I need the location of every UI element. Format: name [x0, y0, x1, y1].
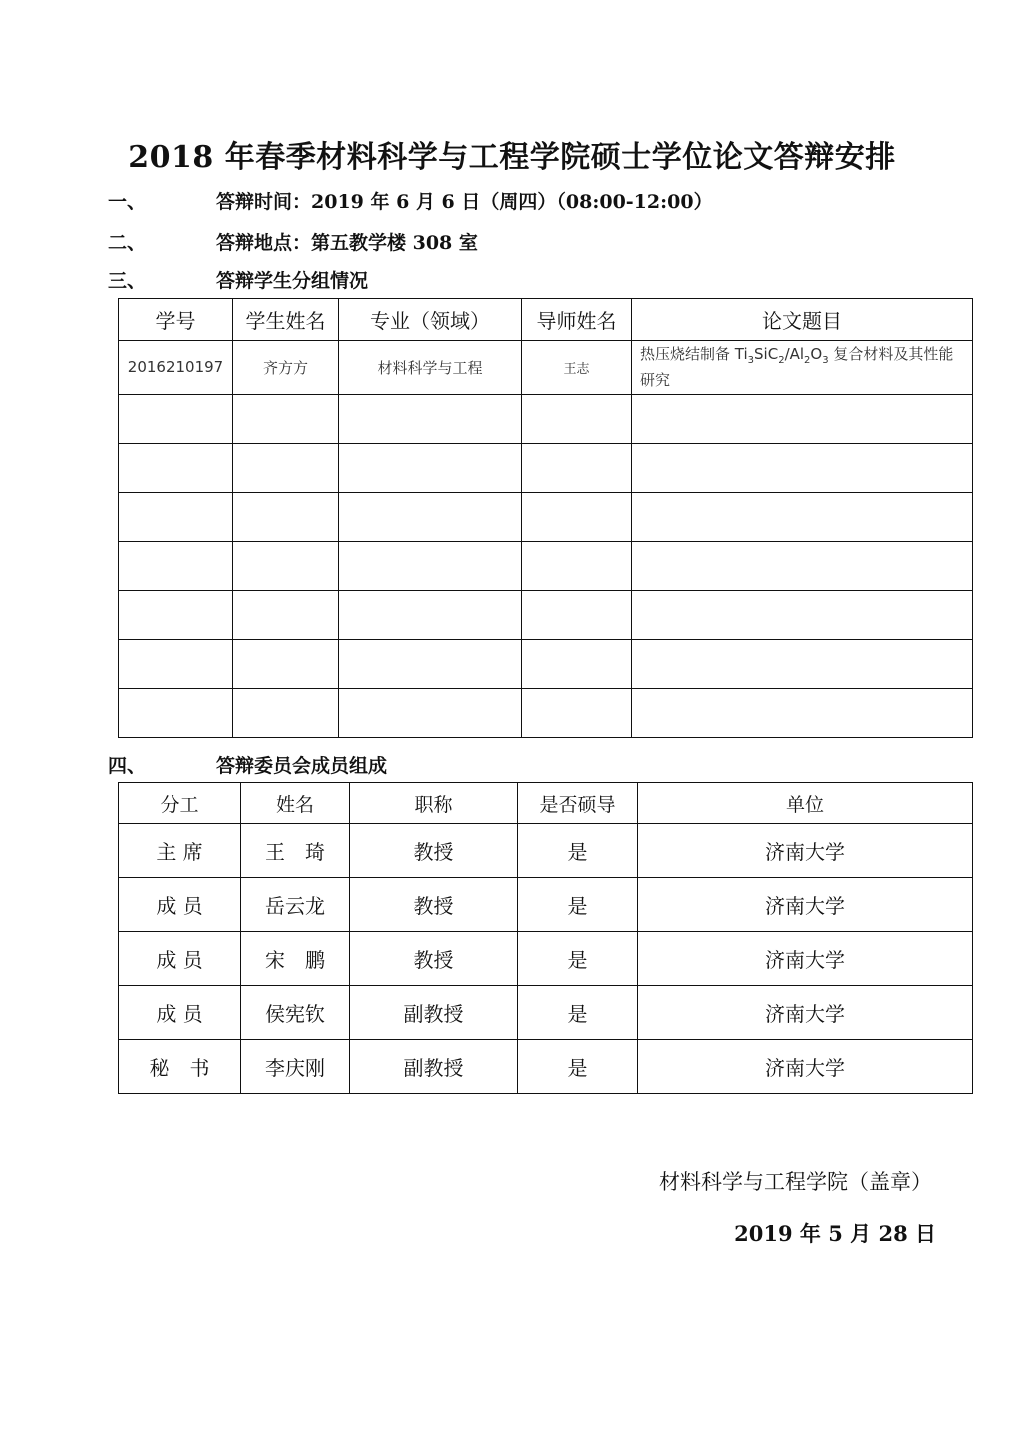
member-title: 教授	[350, 824, 518, 878]
section-number: 二、	[108, 232, 147, 254]
member-unit: 济南大学	[638, 1040, 973, 1094]
column-header: 导师姓名	[522, 299, 632, 341]
table-row-empty	[119, 590, 973, 639]
table-row	[119, 878, 973, 932]
section-students	[108, 266, 368, 293]
student-table	[118, 298, 973, 738]
column-header: 分工	[119, 783, 241, 824]
member-name: 宋 鹏	[241, 932, 350, 986]
table-row	[119, 341, 973, 395]
table-row	[119, 1040, 973, 1094]
member-name: 王 琦	[241, 824, 350, 878]
column-header: 论文题目	[632, 299, 973, 341]
committee-table	[118, 782, 973, 1094]
member-title: 副教授	[350, 986, 518, 1040]
column-header: 单位	[638, 783, 973, 824]
member-title: 教授	[350, 878, 518, 932]
member-title: 教授	[350, 932, 518, 986]
is-supervisor: 是	[518, 878, 638, 932]
role: 成 员	[119, 986, 241, 1040]
role: 成 员	[119, 878, 241, 932]
table-row	[119, 932, 973, 986]
table-row-empty	[119, 443, 973, 492]
student-major: 材料科学与工程	[339, 341, 522, 395]
section-text: 答辩地点：第五教学楼 308 室	[216, 232, 478, 254]
section-number: 一、	[108, 191, 147, 213]
section-location	[108, 228, 478, 255]
column-header: 姓名	[241, 783, 350, 824]
section-number: 四、	[108, 755, 147, 777]
column-header: 是否硕导	[518, 783, 638, 824]
role: 主 席	[119, 824, 241, 878]
role: 成 员	[119, 932, 241, 986]
member-title: 副教授	[350, 1040, 518, 1094]
table-row	[119, 986, 973, 1040]
member-unit: 济南大学	[638, 986, 973, 1040]
role: 秘 书	[119, 1040, 241, 1094]
member-unit: 济南大学	[638, 824, 973, 878]
member-name: 侯宪钦	[241, 986, 350, 1040]
is-supervisor: 是	[518, 986, 638, 1040]
table-header-row	[119, 299, 973, 341]
is-supervisor: 是	[518, 824, 638, 878]
member-unit: 济南大学	[638, 932, 973, 986]
column-header: 专业（领域）	[339, 299, 522, 341]
section-number: 三、	[108, 270, 147, 292]
table-row-empty	[119, 394, 973, 443]
page-title: 2018 年春季材料科学与工程学院硕士学位论文答辩安排	[128, 140, 896, 175]
table-row-empty	[119, 688, 973, 737]
section-text: 答辩委员会成员组成	[216, 755, 388, 777]
member-unit: 济南大学	[638, 878, 973, 932]
thesis-topic: 热压烧结制备 $Ti_3SiC_2/Al_2O_3$ 复合材料及其性能研究	[632, 341, 973, 395]
section-text: 答辩时间：2019 年 6 月 6 日（周四）（08:00-12:00）	[216, 191, 713, 213]
issue-date: 2019 年 5 月 28 日	[734, 1221, 936, 1246]
is-supervisor: 是	[518, 1040, 638, 1094]
section-time	[108, 187, 713, 214]
is-supervisor: 是	[518, 932, 638, 986]
table-header-row	[119, 783, 973, 824]
issuer-stamp: 材料科学与工程学院（盖章）	[659, 1170, 932, 1194]
section-text: 答辩学生分组情况	[216, 270, 369, 292]
student-name: 齐方方	[233, 341, 339, 395]
section-committee	[108, 751, 387, 778]
table-row-empty	[119, 639, 973, 688]
column-header: 学号	[119, 299, 233, 341]
column-header: 职称	[350, 783, 518, 824]
member-name: 李庆刚	[241, 1040, 350, 1094]
column-header: 学生姓名	[233, 299, 339, 341]
mentor-name: 王志	[522, 341, 632, 395]
table-row-empty	[119, 492, 973, 541]
member-name: 岳云龙	[241, 878, 350, 932]
table-row	[119, 824, 973, 878]
student-id: 2016210197	[119, 341, 233, 395]
table-row-empty	[119, 541, 973, 590]
